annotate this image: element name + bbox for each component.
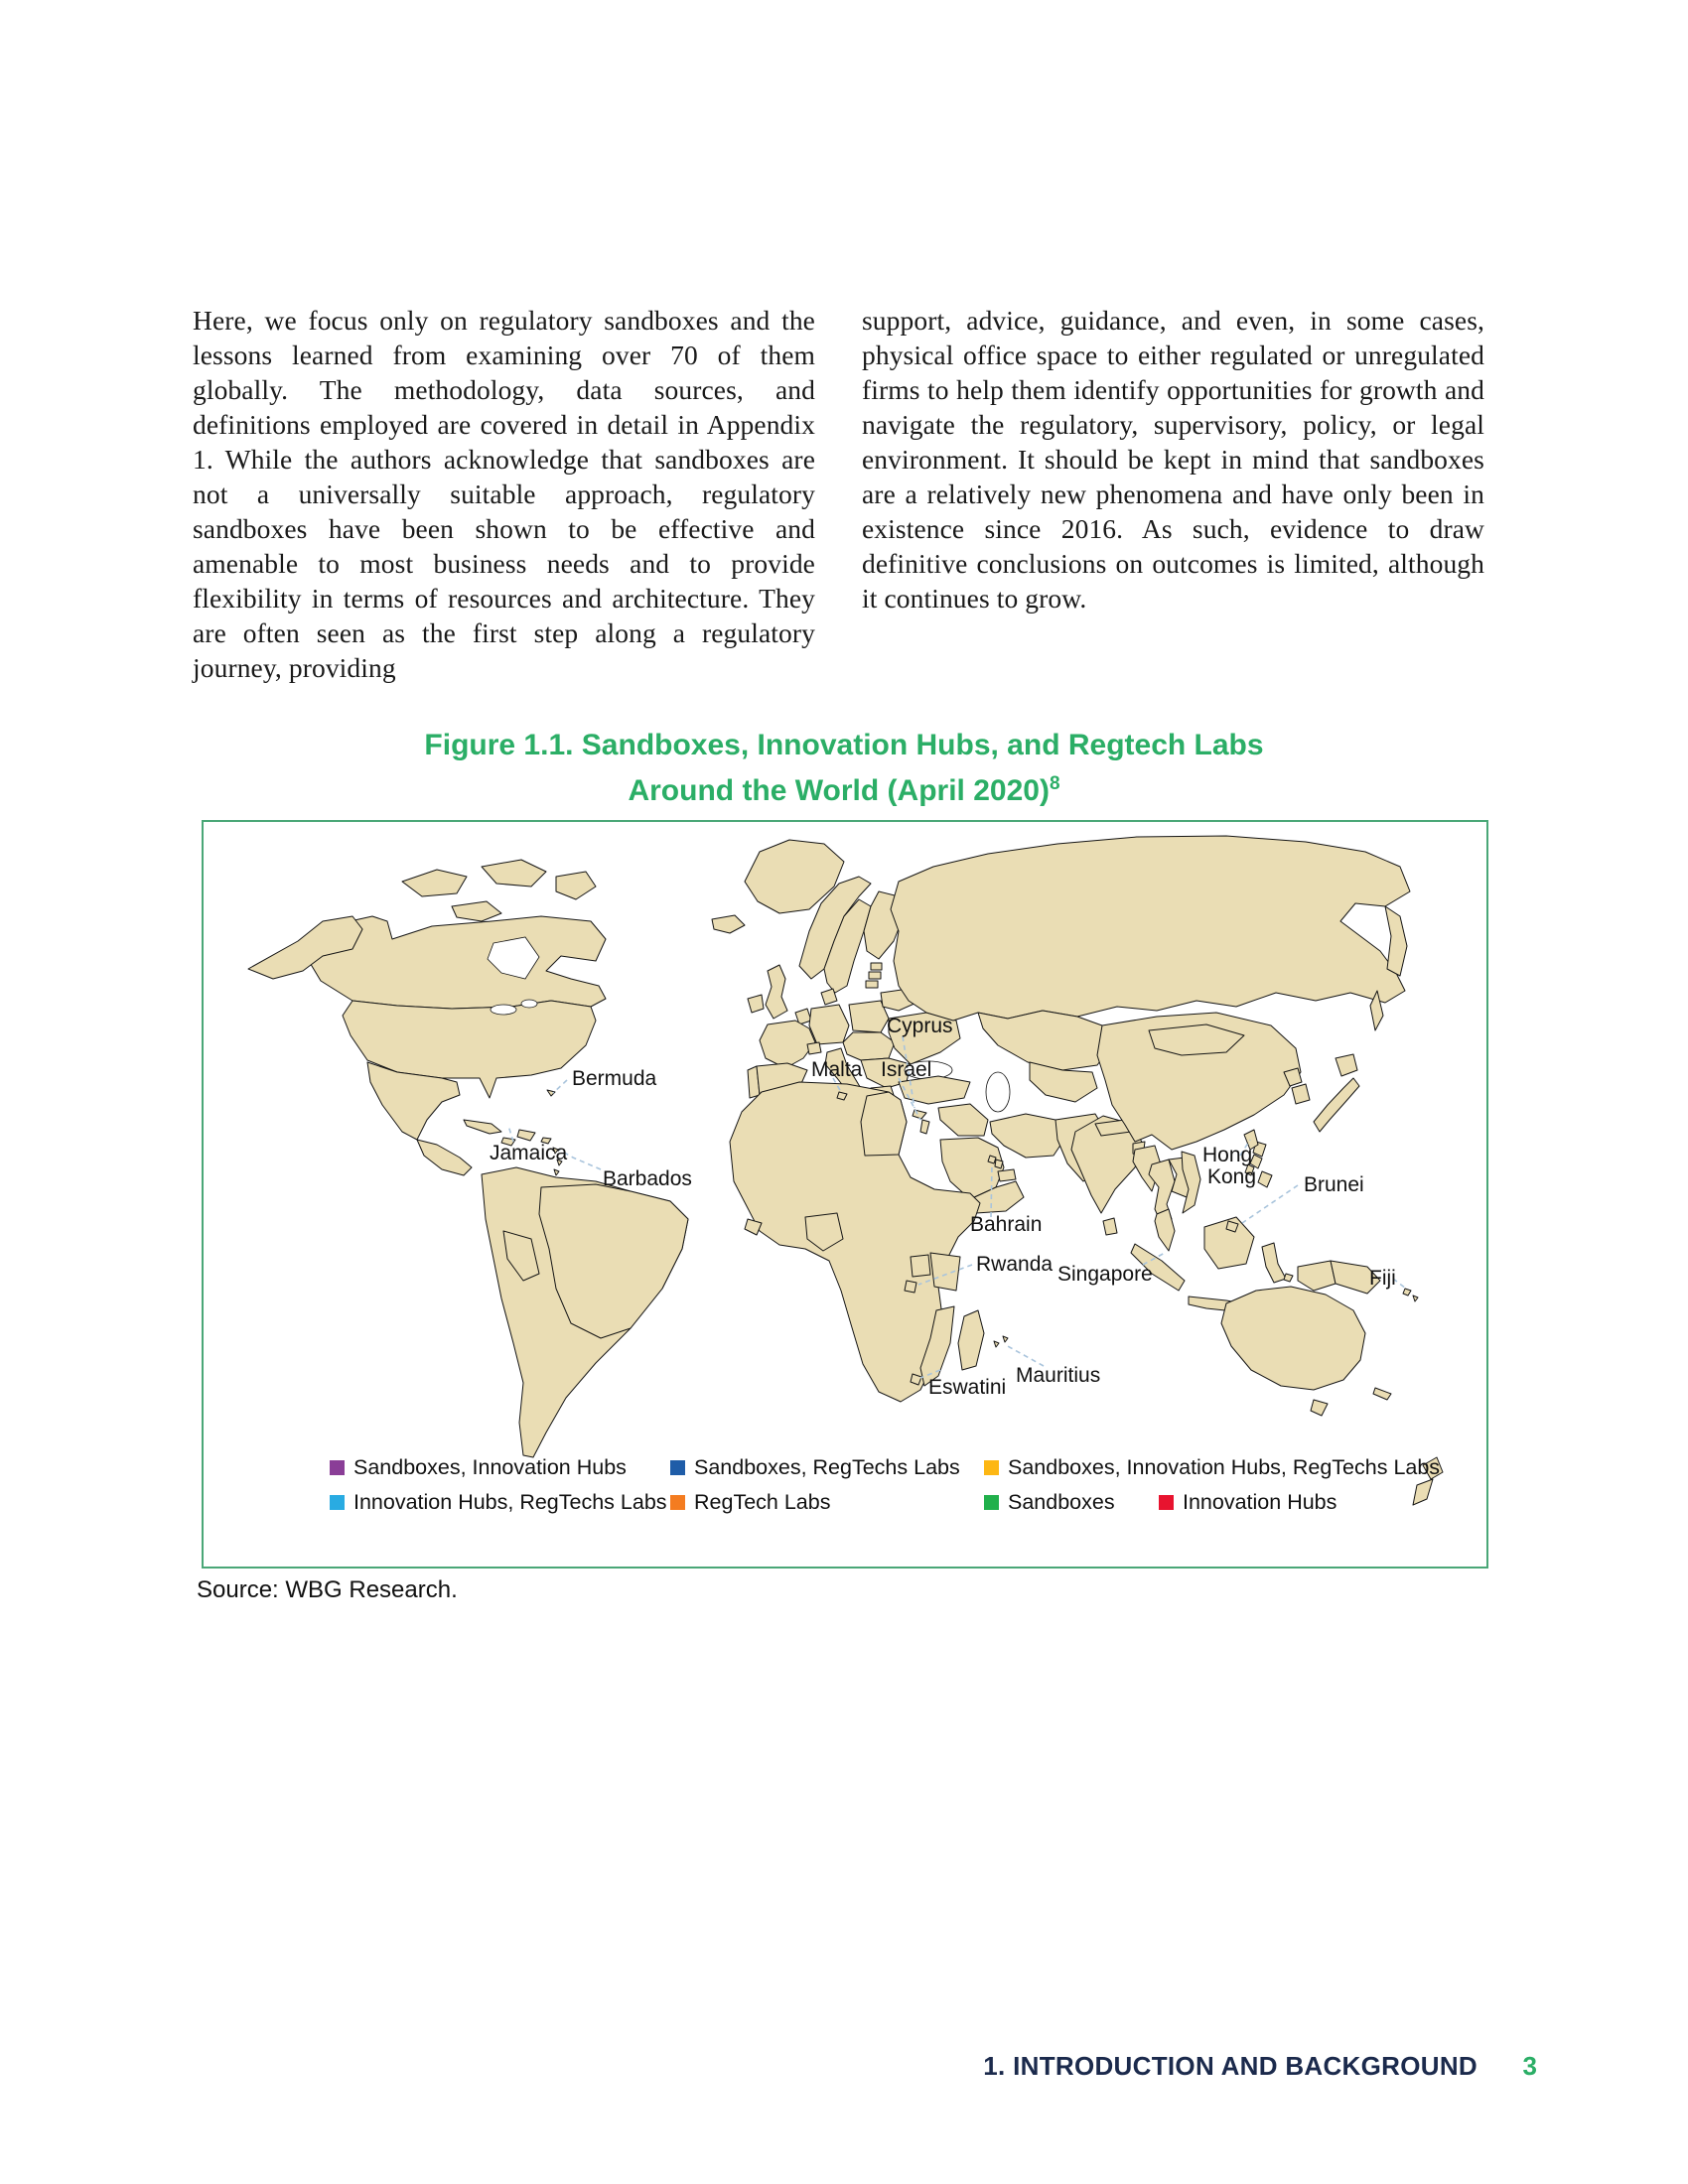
country-mauritius <box>994 1336 1008 1347</box>
map-label-bahrain: Bahrain <box>970 1213 1043 1236</box>
map-label-rwanda: Rwanda <box>976 1253 1054 1276</box>
map-label-eswatini: Eswatini <box>928 1376 1007 1399</box>
country-iran <box>990 1114 1065 1158</box>
country-uae <box>998 1169 1016 1181</box>
country-russia <box>891 836 1410 1021</box>
legend-item-sandboxes <box>984 1490 1115 1515</box>
legend-label: RegTech Labs <box>694 1490 831 1514</box>
legend-swatch-orange <box>670 1495 685 1510</box>
figure-title <box>202 726 1486 810</box>
country-japan <box>1314 1078 1359 1132</box>
country-kenya <box>930 1253 960 1291</box>
country-tasmania <box>1311 1400 1328 1416</box>
figure-source: Source: WBG Research. <box>197 1576 458 1603</box>
legend-label: Sandboxes, Innovation Hubs, RegTechs Labs <box>1008 1455 1441 1479</box>
figure-title-line1: Figure 1.1. Sandboxes, Innovation Hubs, and Regtech Labs <box>424 729 1264 761</box>
country-latvia <box>869 972 881 979</box>
country-malay-peninsula <box>1155 1209 1175 1251</box>
country-egypt <box>861 1092 907 1156</box>
legend-swatch-cyan <box>330 1495 345 1510</box>
map-label-malta: Malta <box>811 1058 863 1081</box>
legend-item-innovation-hubs <box>1159 1490 1336 1515</box>
map-label-cyprus: Cyprus <box>887 1015 953 1037</box>
country-qatar <box>995 1160 1003 1168</box>
legend-label: Innovation Hubs, RegTechs Labs <box>353 1490 667 1514</box>
country-papua-west <box>1298 1261 1336 1291</box>
legend-item-sandboxes-regtechs-labs <box>670 1455 960 1480</box>
country-australia <box>1221 1287 1365 1390</box>
country-rwanda <box>905 1281 916 1293</box>
country-ireland <box>748 995 764 1013</box>
legend-item-sandboxes-innovation-hubs-regtechs-labs <box>984 1455 1440 1480</box>
great-lakes-2 <box>521 1000 537 1008</box>
figure-title-footnote: 8 <box>1049 773 1060 794</box>
country-switzerland <box>807 1042 821 1054</box>
country-lithuania <box>866 981 878 988</box>
country-israel <box>920 1120 929 1134</box>
map-label-brunei: Brunei <box>1304 1173 1364 1196</box>
legend-label: Sandboxes, Innovation Hubs <box>353 1455 627 1479</box>
map-label-israel: Israel <box>881 1058 932 1081</box>
country-hispaniola <box>517 1130 535 1141</box>
great-lakes <box>491 1005 516 1015</box>
legend-label: Innovation Hubs <box>1183 1490 1337 1514</box>
country-bahrain <box>988 1156 996 1163</box>
leader-bermuda <box>553 1080 567 1093</box>
country-germany <box>809 1005 849 1044</box>
legend-swatch-yellow <box>984 1460 999 1475</box>
country-kamchatka <box>1385 906 1407 976</box>
legend-swatch-red <box>1159 1495 1174 1510</box>
map-label-hong-kong-2: Kong <box>1207 1165 1257 1188</box>
country-levant <box>938 1104 988 1136</box>
map-label-fiji: Fiji <box>1369 1267 1396 1290</box>
legend-swatch-blue <box>670 1460 685 1475</box>
legend-swatch-green <box>984 1495 999 1510</box>
country-new-caledonia <box>1373 1388 1391 1400</box>
country-sulawesi <box>1262 1243 1286 1283</box>
country-central-america <box>417 1140 472 1175</box>
map-label-jamaica: Jamaica <box>490 1142 568 1164</box>
legend-swatch-purple <box>330 1460 345 1475</box>
country-fiji <box>1403 1289 1418 1301</box>
footer-page-number: 3 <box>1522 2051 1537 2081</box>
legend-item-innovation-hubs-regtechs-labs <box>330 1490 667 1515</box>
country-kazakhstan <box>978 1011 1112 1070</box>
country-cuba <box>464 1120 501 1134</box>
map-countries <box>248 836 1443 1505</box>
caspian-sea <box>986 1072 1010 1112</box>
map-label-barbados: Barbados <box>603 1167 692 1190</box>
legend-label: Sandboxes <box>1008 1490 1115 1514</box>
figure-map-frame <box>202 820 1488 1569</box>
country-uganda <box>911 1255 930 1277</box>
legend-item-sandboxes-innovation-hubs <box>330 1455 627 1480</box>
country-iceland <box>712 915 745 933</box>
leader-mauritius <box>1006 1345 1044 1366</box>
body-column-right: support, advice, guidance, and even, in some cases, physical office space to either regulated or unregulated firms to help them identify opportunities for growth and navigate the regulatory, supervisory, policy, or legal environment. It should be kept in mind that sandboxes are a relatively new phenomena and have only been in existence since 2016. As such, evidence to draw definitive conclusions on outcomes is limited, although it continues to grow. <box>862 305 1484 614</box>
map-label-bermuda: Bermuda <box>572 1067 657 1090</box>
footer-section-title: 1. INTRODUCTION AND BACKGROUND <box>983 2051 1477 2081</box>
legend-label: Sandboxes, RegTechs Labs <box>694 1455 960 1479</box>
country-sri-lanka <box>1103 1218 1117 1235</box>
country-canada-islands <box>402 860 596 921</box>
legend-item-regtech-labs <box>670 1490 830 1515</box>
country-madagascar <box>958 1310 984 1370</box>
map-label-singapore: Singapore <box>1057 1263 1153 1286</box>
country-estonia <box>871 963 882 970</box>
leader-brunei <box>1242 1185 1298 1223</box>
body-column-left: Here, we focus only on regulatory sandboxes and the lessons learned from examining over 70 of them globally. The methodology, data sources, and definitions employed are covered in detail in Appendix 1. While the authors acknowledge that sandboxes are not a universally suitable approach, regulatory sandboxes have been shown to be effective and amenable to most business needs and to provide flexibility in terms of resources and architecture. They are often seen as the first step along a regulatory journey, providing <box>193 305 815 683</box>
country-cyprus <box>913 1110 926 1119</box>
map-label-hong-kong-1: Hong <box>1202 1144 1253 1166</box>
map-label-mauritius: Mauritius <box>1016 1364 1101 1387</box>
figure-title-line2: Around the World (April 2020) <box>628 774 1050 807</box>
country-south-korea <box>1292 1084 1310 1104</box>
country-uk <box>766 965 787 1019</box>
country-japan-hokkaido <box>1336 1054 1357 1076</box>
